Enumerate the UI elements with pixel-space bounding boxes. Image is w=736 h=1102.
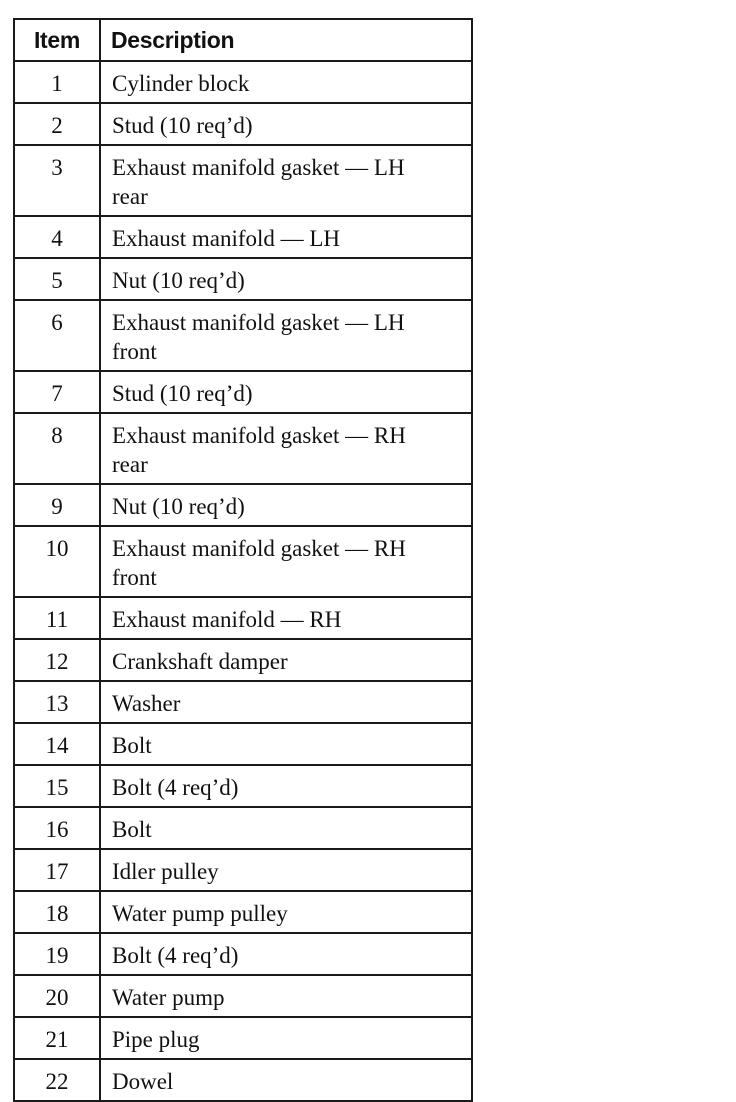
item-description: Washer [100,681,472,723]
table-header [14,19,472,61]
table-row [14,300,472,371]
item-description: Crankshaft damper [100,639,472,681]
item-number: 7 [14,371,100,413]
item-number: 17 [14,849,100,891]
item-number: 19 [14,933,100,975]
item-description: Exhaust manifold gasket — LH front [100,300,472,371]
item-number: 14 [14,723,100,765]
item-description: Dowel [100,1059,472,1101]
item-number: 11 [14,597,100,639]
column-header-item: Item [14,19,100,61]
item-description: Stud (10 req’d) [100,371,472,413]
table-row [14,526,472,597]
item-number: 12 [14,639,100,681]
table-row [14,216,472,258]
item-number: 20 [14,975,100,1017]
item-description: Bolt (4 req’d) [100,933,472,975]
item-description: Water pump [100,975,472,1017]
item-number: 16 [14,807,100,849]
item-description: Cylinder block [100,61,472,103]
table-row [14,103,472,145]
table-row [14,1017,472,1059]
item-number: 10 [14,526,100,597]
column-header-description: Description [100,19,472,61]
table-row [14,597,472,639]
item-description: Pipe plug [100,1017,472,1059]
item-number: 18 [14,891,100,933]
item-description: Idler pulley [100,849,472,891]
item-description: Exhaust manifold gasket — RH front [100,526,472,597]
item-number: 3 [14,145,100,216]
table-row [14,975,472,1017]
item-description: Exhaust manifold — RH [100,597,472,639]
table-body [14,61,472,1101]
item-number: 2 [14,103,100,145]
item-description: Bolt [100,723,472,765]
table-row [14,849,472,891]
table-row [14,891,472,933]
table-row [14,484,472,526]
item-number: 1 [14,61,100,103]
item-description: Exhaust manifold — LH [100,216,472,258]
table-row [14,723,472,765]
item-number: 4 [14,216,100,258]
item-number: 13 [14,681,100,723]
table-row [14,258,472,300]
table-row [14,933,472,975]
item-number: 9 [14,484,100,526]
item-number: 22 [14,1059,100,1101]
table-row [14,765,472,807]
parts-table [13,18,473,1102]
item-number: 6 [14,300,100,371]
item-number: 5 [14,258,100,300]
item-description: Water pump pulley [100,891,472,933]
item-number: 21 [14,1017,100,1059]
item-description: Exhaust manifold gasket — RH rear [100,413,472,484]
item-description: Bolt (4 req’d) [100,765,472,807]
table-row [14,413,472,484]
item-number: 8 [14,413,100,484]
item-description: Nut (10 req’d) [100,258,472,300]
item-description: Nut (10 req’d) [100,484,472,526]
table-row [14,371,472,413]
item-description: Stud (10 req’d) [100,103,472,145]
table-row [14,1059,472,1101]
table-row [14,145,472,216]
table-row [14,639,472,681]
item-description: Bolt [100,807,472,849]
header-row [14,19,472,61]
item-number: 15 [14,765,100,807]
item-description: Exhaust manifold gasket — LH rear [100,145,472,216]
table-row [14,61,472,103]
table-row [14,807,472,849]
table-row [14,681,472,723]
